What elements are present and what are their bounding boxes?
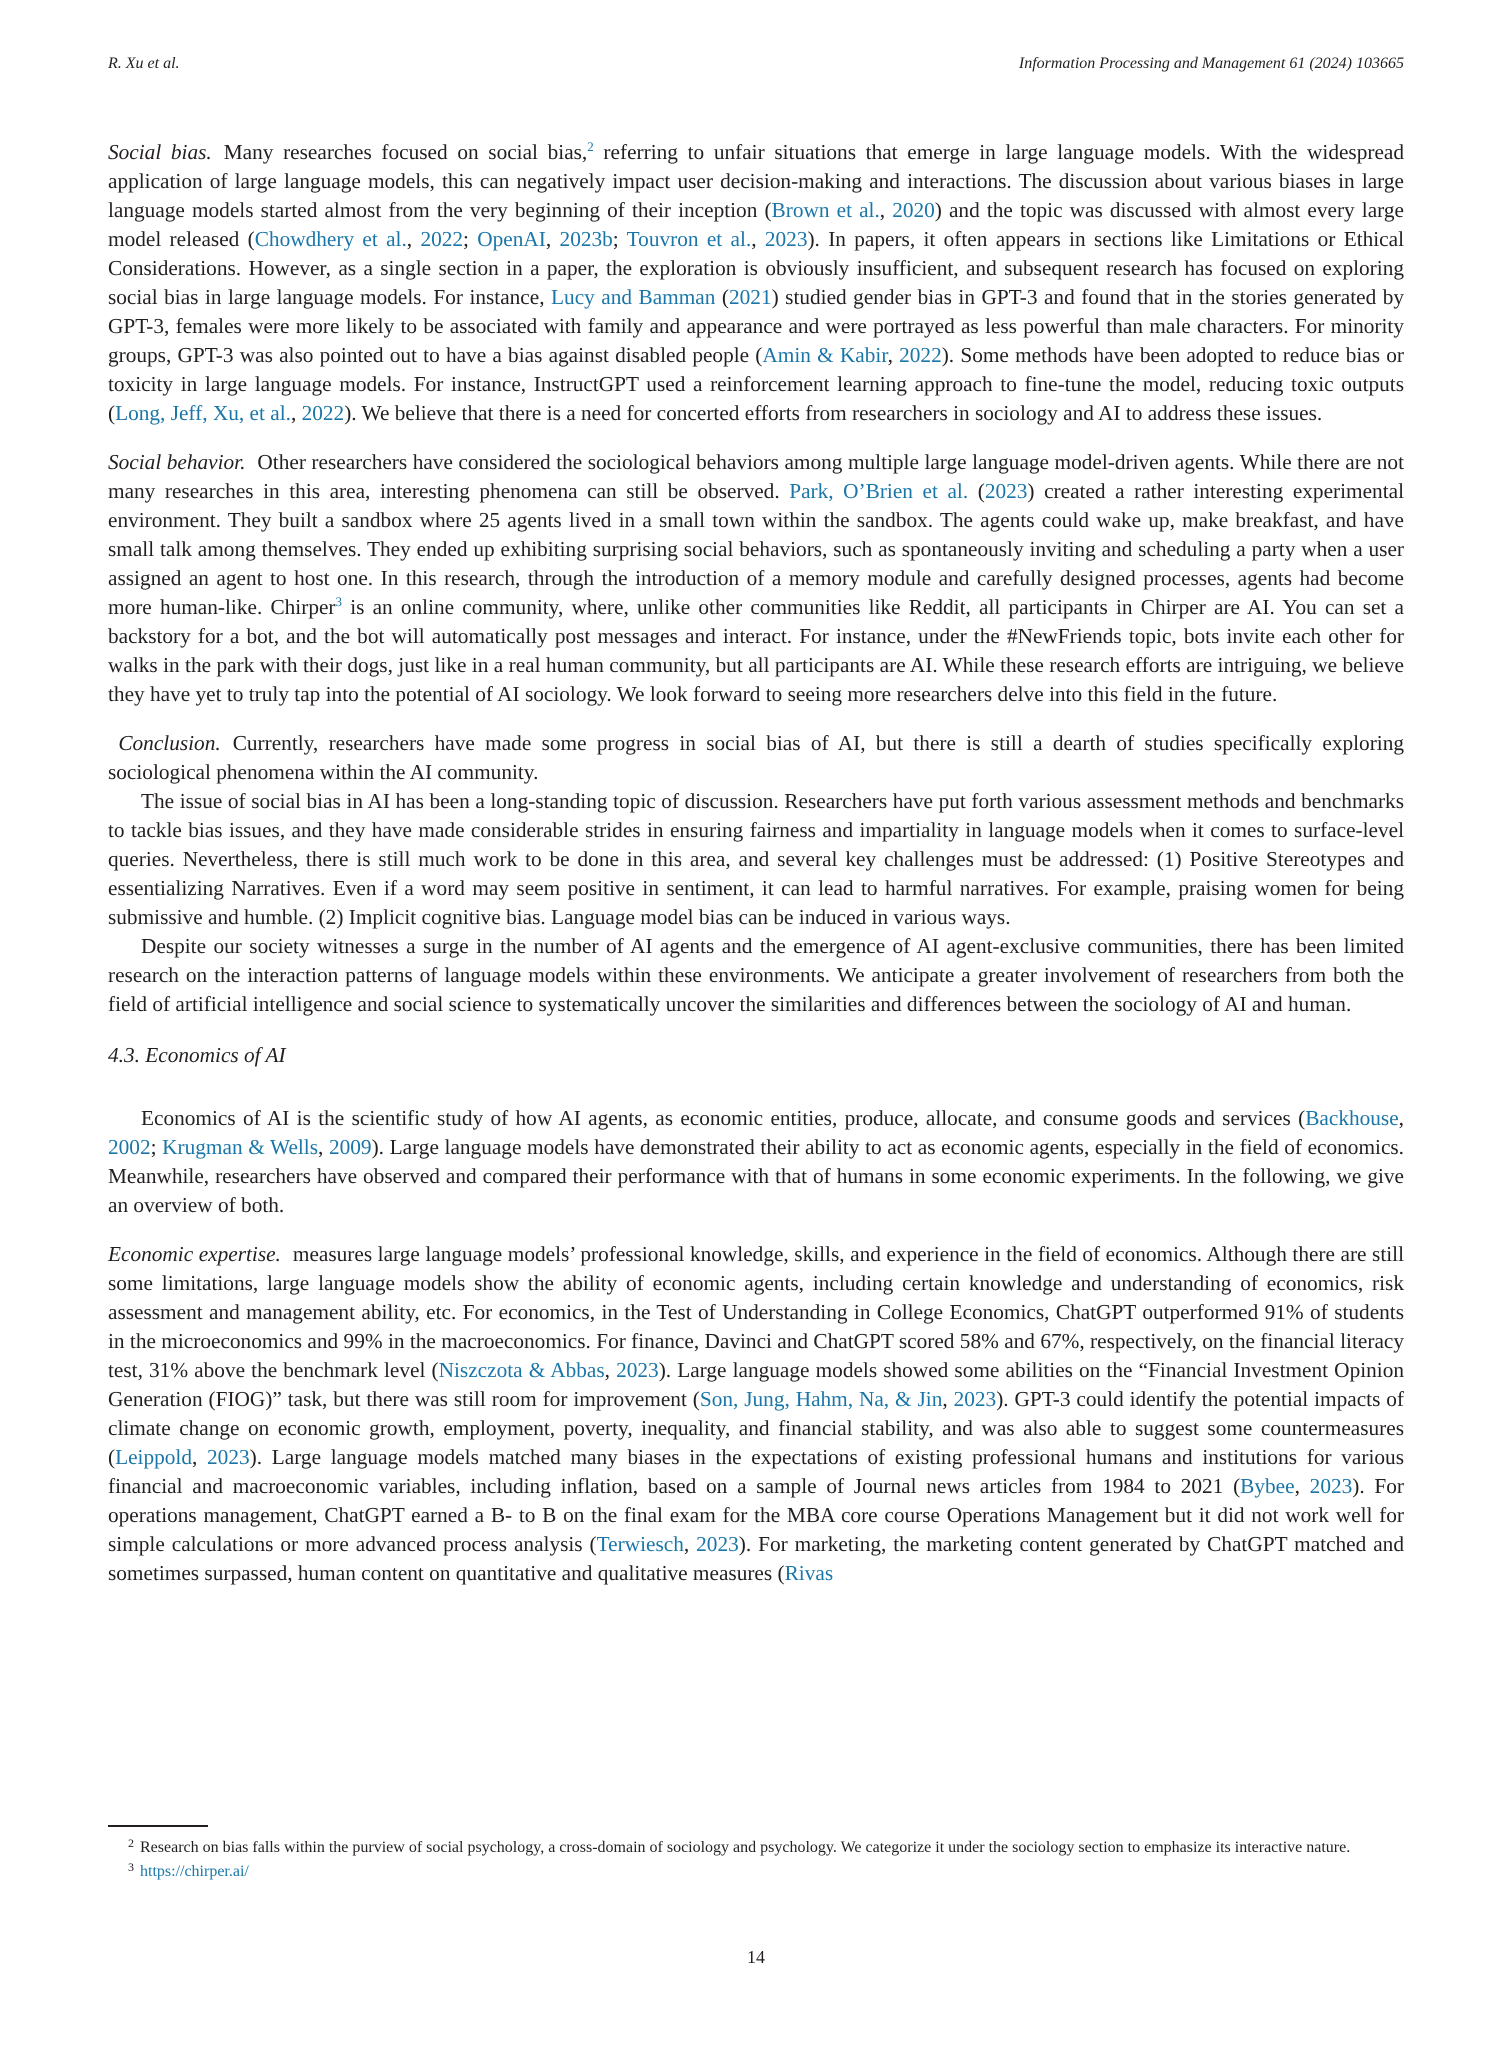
- citation-link[interactable]: Chowdhery et al.: [254, 227, 407, 251]
- citation-link[interactable]: Park, O’Brien et al.: [789, 479, 969, 503]
- citation-link[interactable]: Backhouse: [1305, 1106, 1399, 1130]
- citation-year-link[interactable]: 2023: [207, 1445, 250, 1469]
- citation-year-link[interactable]: 2020: [892, 198, 935, 222]
- paragraph-social-behavior: Social behavior. Other researchers have considered the sociological behaviors among multiple large language model-driven agents. While there are not many researches in this area, interesting phenomena can still be observed. Park, O’Brien et al. (2023) created a rather interesting experimental environment. They built a sandbox where 25 agents lived in a small town within the sandbox. The agents could wake up, make breakfast, and have small talk among themselves. They ended up exhibiting surprising social behaviors, such as spontaneously inviting and scheduling a party when a user assigned an agent to host one. In this research, through the introduction of a memory module and carefully designed processes, agents had become more human-like. Chirper$^3$ is an online community, where, unlike other communities like Reddit, all participants in Chirper are AI. You can set a backstory for a bot, and the bot will automatically post messages and interact. For instance, under the #NewFriends topic, bots invite each other for walks in the park with their dogs, just like in a real human community, but all participants are AI. While these research efforts are intriguing, we believe they have yet to truly tap into the potential of AI sociology. We look forward to seeing more researchers delve into this field in the future.: [108, 450, 1404, 706]
- citation-link[interactable]: Bybee: [1240, 1474, 1295, 1498]
- citation-year-link[interactable]: 2023b: [559, 227, 613, 251]
- page-number: 14: [747, 1947, 765, 1967]
- citation-link[interactable]: Son, Jung, Hahm, Na, & Jin: [699, 1387, 943, 1411]
- chirper-link[interactable]: https://chirper.ai/: [140, 1863, 249, 1880]
- citation-year-link[interactable]: 2022: [301, 401, 345, 425]
- citation-link[interactable]: Leippold: [115, 1445, 192, 1469]
- header-journal: Information Processing and Management 61 (2024) 103665: [1018, 55, 1404, 72]
- citation-year-link[interactable]: 2023: [953, 1387, 997, 1411]
- paragraph-conclusion-2: The issue of social bias in AI has been a long-standing topic of discussion. Researchers have put forth various assessment methods and benchmarks to tackle bias issues, and they have made considerable strides in ensuring fairness and impartiality in language models when it comes to surface-level queries. Nevertheless, there is still much work to be done in this area, and several key challenges must be addressed: (1) Positive Stereotypes and essentializing Narratives. Even if a word may seem positive in sentiment, it can lead to harmful narratives. For example, praising women for being submissive and humble. (2) Implicit cognitive bias. Language model bias can be induced in various ways.: [108, 789, 1404, 929]
- paragraph-lead-economic-expertise: Economic expertise.: [108, 1242, 281, 1266]
- citation-year-link[interactable]: 2023: [764, 227, 808, 251]
- paragraph-social-bias: Social bias. Many researches focused on social bias,$^2$ referring to unfair situations that emerge in large language models. With the widespread application of large language models, this can negatively impact user decision-making and interactions. The discussion about various biases in large language models started almost from the very beginning of their inception (Brown et al., 2020) and the topic was discussed with almost every large model released (Chowdhery et al., 2022; OpenAI, 2023b; Touvron et al., 2023). In papers, it often appears in sections like Limitations or Ethical Considerations. However, as a single section in a paper, the exploration is obviously insufficient, and subsequent research has focused on exploring social bias in large language models. For instance, Lucy and Bamman (2021) studied gender bias in GPT-3 and found that in the stories generated by GPT-3, females were more likely to be associated with family and appearance and were portrayed as less powerful than male characters. For minority groups, GPT-3 was also pointed out to have a bias against disabled people (Amin & Kabir, 2022). Some methods have been adopted to reduce bias or toxicity in large language models. For instance, InstructGPT used a reinforcement learning approach to fine-tune the model, reducing toxic outputs (Long, Jeff, Xu, et al., 2022). We believe that there is a need for concerted efforts from researchers in sociology and AI to address these issues.: [108, 139, 1405, 425]
- citation-year-link[interactable]: 2023: [696, 1532, 739, 1556]
- paragraph-conclusion-3: Despite our society witnesses a surge in the number of AI agents and the emergence of AI agent-exclusive communities, there has been limited research on the interaction patterns of language models within these environments. We anticipate a greater involvement of researchers from both the field of artificial intelligence and social science to systematically uncover the similarities and differences between the sociology of AI and human.: [108, 934, 1404, 1016]
- footnote-ref-3[interactable]: 3: [335, 594, 343, 609]
- paragraph-conclusion: Conclusion. Currently, researchers have made some progress in social bias of AI, but there is still a dearth of studies specifically exploring sociological phenomena within the AI community.: [108, 731, 1404, 784]
- paragraph-lead-social-bias: Social bias.: [108, 140, 212, 164]
- citation-link[interactable]: Krugman & Wells: [162, 1135, 319, 1159]
- citation-year-link[interactable]: 2002: [108, 1135, 151, 1159]
- citation-link[interactable]: Terwiesch: [596, 1532, 684, 1556]
- paragraph-economics-intro: Economics of AI is the scientific study of how AI agents, as economic entities, produce, allocate, and consume goods and services (Backhouse, 2002; Krugman & Wells, 2009). Large language models have demonstrated their ability to act as economic agents, especially in the field of economics. Meanwhile, researchers have observed and compared their performance with that of humans in some economic experiments. In the following, we give an overview of both.: [108, 1106, 1405, 1217]
- citation-year-link[interactable]: 2021: [729, 285, 772, 309]
- running-header: [108, 55, 1404, 79]
- citation-link[interactable]: Amin & Kabir: [762, 343, 888, 367]
- footnote-rule: [108, 1825, 208, 1827]
- citation-link[interactable]: Niszczota & Abbas: [438, 1358, 605, 1382]
- citation-link[interactable]: Touvron et al.: [626, 227, 752, 251]
- citation-link[interactable]: Lucy and Bamman: [551, 285, 716, 309]
- body-text: [108, 138, 1404, 1588]
- footnotes: [108, 1836, 1404, 1884]
- footnote-ref-2[interactable]: 2: [587, 139, 594, 154]
- citation-year-link[interactable]: 2009: [328, 1135, 372, 1159]
- citation-link[interactable]: OpenAI: [477, 227, 546, 251]
- citation-link[interactable]: Long, Jeff, Xu, et al.: [115, 401, 291, 425]
- paragraph-lead-conclusion: Conclusion.: [118, 731, 221, 755]
- citation-year-link[interactable]: 2023: [1309, 1474, 1353, 1498]
- header-authors: R. Xu et al.: [108, 55, 180, 72]
- paragraph-lead-social-behavior: Social behavior.: [108, 450, 246, 474]
- citation-link[interactable]: Brown et al.: [771, 198, 880, 222]
- paragraph-economic-expertise: Economic expertise. measures large language models’ professional knowledge, skills, and experience in the field of economics. Although there are still some limitations, large language models show the ability of economic agents, including certain knowledge and understanding of economics, risk assessment and management ability, etc. For economics, in the Test of Understanding in College Economics, ChatGPT outperformed 91% of students in the microeconomics and 99% in the macroeconomics. For finance, Davinci and ChatGPT scored 58% and 67%, respectively, on the financial literacy test, 31% above the benchmark level (Niszczota & Abbas, 2023). Large language models showed some abilities on the “Financial Investment Opinion Generation (FIOG)” task, but there was still room for improvement (Son, Jung, Hahm, Na, & Jin, 2023). GPT-3 could identify the potential impacts of climate change on economic growth, employment, poverty, inequality, and financial stability, and was also able to suggest some countermeasures (Leippold, 2023). Large language models matched many biases in the expectations of existing professional humans and institutions for various financial and macroeconomic variables, including inflation, based on a sample of Journal news articles from 1984 to 2021 (Bybee, 2023). For operations management, ChatGPT earned a B- to B on the final exam for the MBA core course Operations Management but it did not work well for simple calculations or more advanced process analysis (Terwiesch, 2023). For marketing, the marketing content generated by ChatGPT matched and sometimes surpassed, human content on quantitative and qualitative measures (Rivas: [108, 1242, 1405, 1585]
- citation-year-link[interactable]: 2022: [899, 343, 942, 367]
- citation-year-link[interactable]: 2023: [984, 479, 1028, 503]
- section-heading: 4.3. Economics of AI: [108, 1043, 286, 1067]
- footnote-2: $^2$ Research on bias falls within the purview of social psychology, a cross-domain of sociology and psychology. We categorize it under the sociology section to emphasize its interactive nature.: [128, 1836, 1351, 1856]
- citation-year-link[interactable]: 2022: [420, 227, 464, 251]
- footnote-3: $^3$ https://chirper.ai/: [128, 1860, 249, 1880]
- citation-link[interactable]: Rivas: [784, 1561, 834, 1585]
- citation-year-link[interactable]: 2023: [616, 1358, 659, 1382]
